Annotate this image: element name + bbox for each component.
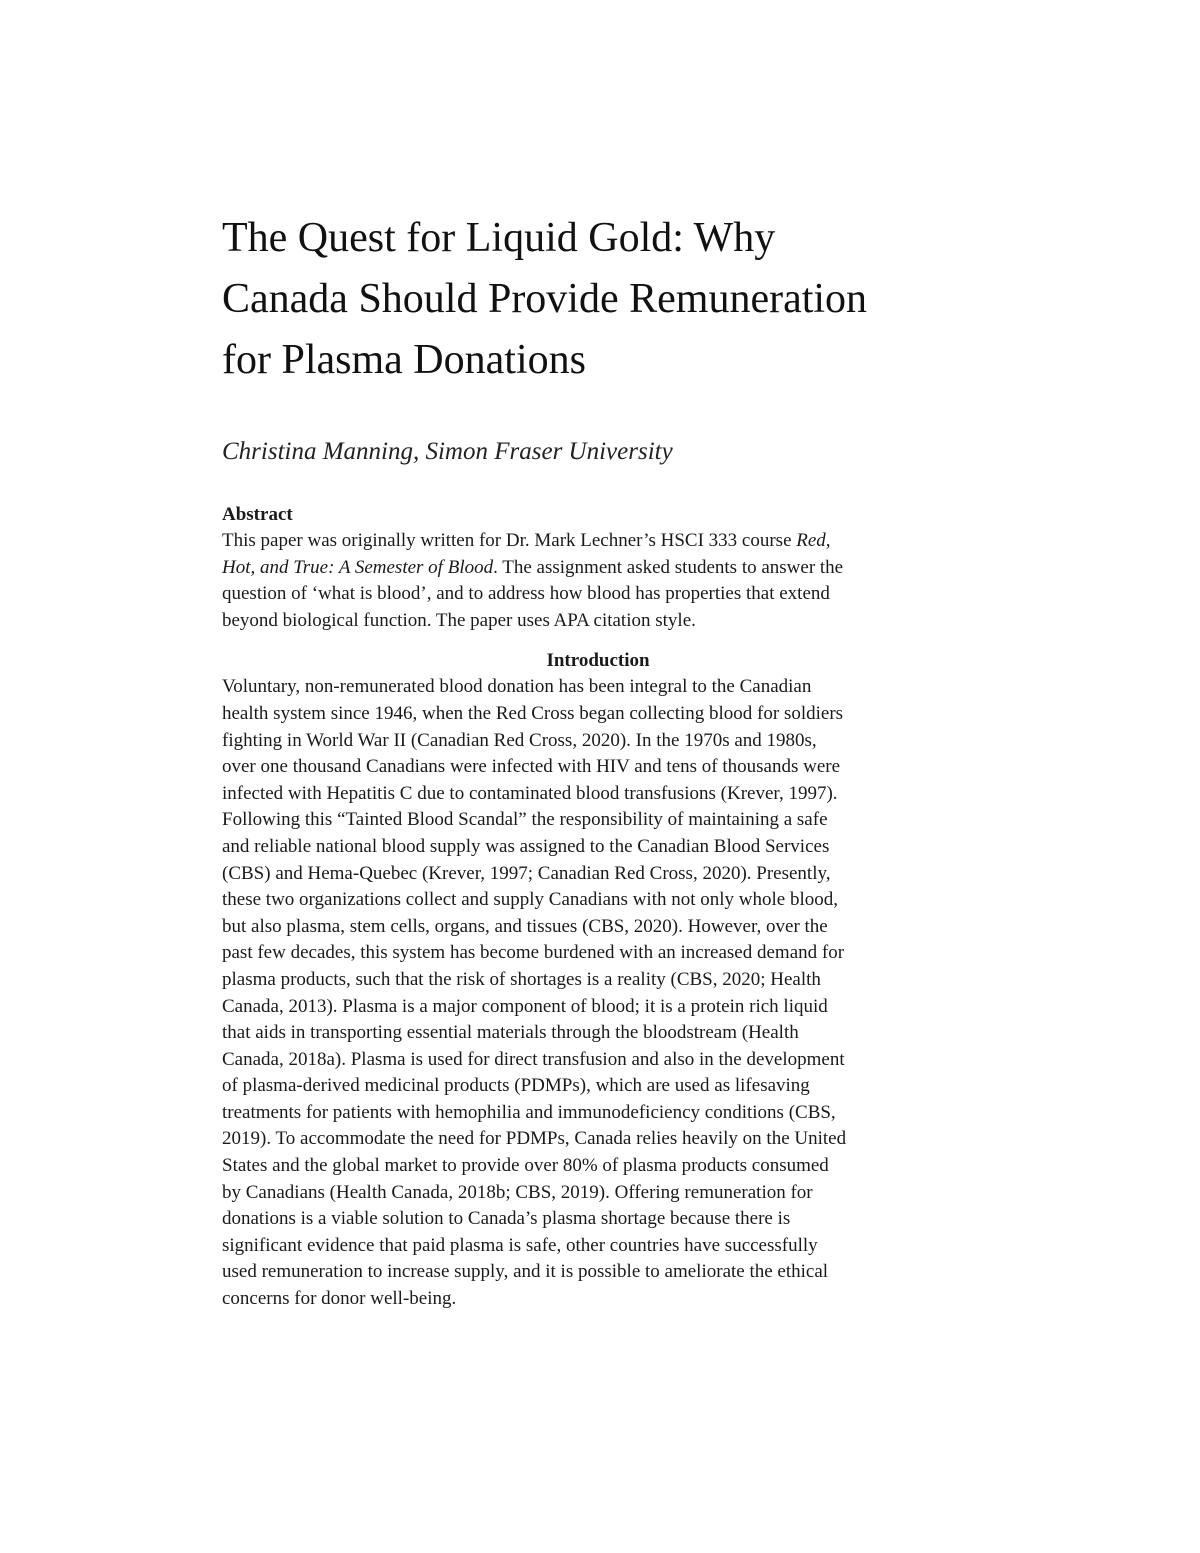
page-content — [222, 208, 982, 1313]
introduction-line: Canada, 2013). Plasma is a major component of blood; it is a protein rich liquid — [222, 995, 828, 1017]
introduction-line: by Canadians (Health Canada, 2018b; CBS, 2019). Offering remuneration for — [222, 1181, 813, 1203]
introduction-heading: Introduction — [546, 650, 650, 672]
introduction-line: Canada, 2018a). Plasma is used for direct transfusion and also in the development — [222, 1048, 845, 1070]
introduction-line: Following this “Tainted Blood Scandal” the responsibility of maintaining a safe — [222, 809, 828, 831]
abstract-line-text: . The assignment asked students to answer the — [493, 556, 844, 578]
introduction-line: States and the global market to provide over 80% of plasma products consumed — [222, 1155, 829, 1177]
introduction-line: concerns for donor well-being. — [222, 1288, 457, 1310]
title-line: Canada Should Provide Remuneration — [222, 276, 868, 322]
abstract-line-text: This paper was originally written for Dr. Mark Lechner’s HSCI 333 course — [222, 530, 797, 551]
paper-title — [222, 208, 982, 391]
introduction-line: past few decades, this system has become burdened with an increased demand for — [222, 942, 845, 964]
introduction-line: 2019). To accommodate the need for PDMPs, Canada relies heavily on the United — [222, 1128, 847, 1150]
course-title-part: Red, — [796, 530, 831, 551]
introduction-line: but also plasma, stem cells, organs, and tissues (CBS, 2020). However, over the — [222, 915, 828, 937]
abstract-line — [222, 555, 982, 582]
introduction-line: that aids in transporting essential materials through the bloodstream (Health — [222, 1022, 799, 1044]
title-line: for Plasma Donations — [222, 337, 586, 383]
abstract-line — [222, 528, 982, 555]
abstract-line: question of ‘what is blood’, and to address how blood has properties that extend — [222, 583, 830, 605]
introduction-line: over one thousand Canadians were infected with HIV and tens of thousands were — [222, 756, 841, 778]
introduction-line: these two organizations collect and supply Canadians with not only whole blood, — [222, 889, 838, 911]
introduction-line: (CBS) and Hema-Quebec (Krever, 1997; Canadian Red Cross, 2020). Presently, — [222, 862, 831, 884]
abstract-heading: Abstract — [222, 504, 293, 525]
author-byline: Christina Manning, Simon Fraser University — [222, 438, 673, 465]
introduction-line: plasma products, such that the risk of shortages is a reality (CBS, 2020; Health — [222, 968, 821, 990]
introduction-line: significant evidence that paid plasma is safe, other countries have successfully — [222, 1234, 818, 1256]
introduction-line: treatments for patients with hemophilia and immunodeficiency conditions (CBS, — [222, 1101, 836, 1123]
course-title-part: Hot, and True: A Semester of Blood — [222, 556, 494, 578]
introduction-line: donations is a viable solution to Canada’s plasma shortage because there is — [222, 1208, 791, 1230]
introduction-text — [222, 674, 982, 1312]
introduction-line: infected with Hepatitis C due to contaminated blood transfusions (Krever, 1997). — [222, 782, 838, 804]
abstract-text — [222, 528, 982, 634]
introduction-line: fighting in World War II (Canadian Red Cross, 2020). In the 1970s and 1980s, — [222, 729, 817, 751]
introduction-line: used remuneration to increase supply, and it is possible to ameliorate the ethical — [222, 1261, 829, 1283]
introduction-line: and reliable national blood supply was assigned to the Canadian Blood Services — [222, 835, 830, 857]
title-line: The Quest for Liquid Gold: Why — [222, 215, 776, 261]
introduction-line: of plasma-derived medicinal products (PDMPs), which are used as lifesaving — [222, 1075, 810, 1097]
introduction-line: Voluntary, non-remunerated blood donation has been integral to the Canadian — [222, 676, 812, 698]
introduction-line: health system since 1946, when the Red Cross began collecting blood for soldiers — [222, 702, 844, 724]
abstract-line: beyond biological function. The paper uses APA citation style. — [222, 609, 696, 631]
